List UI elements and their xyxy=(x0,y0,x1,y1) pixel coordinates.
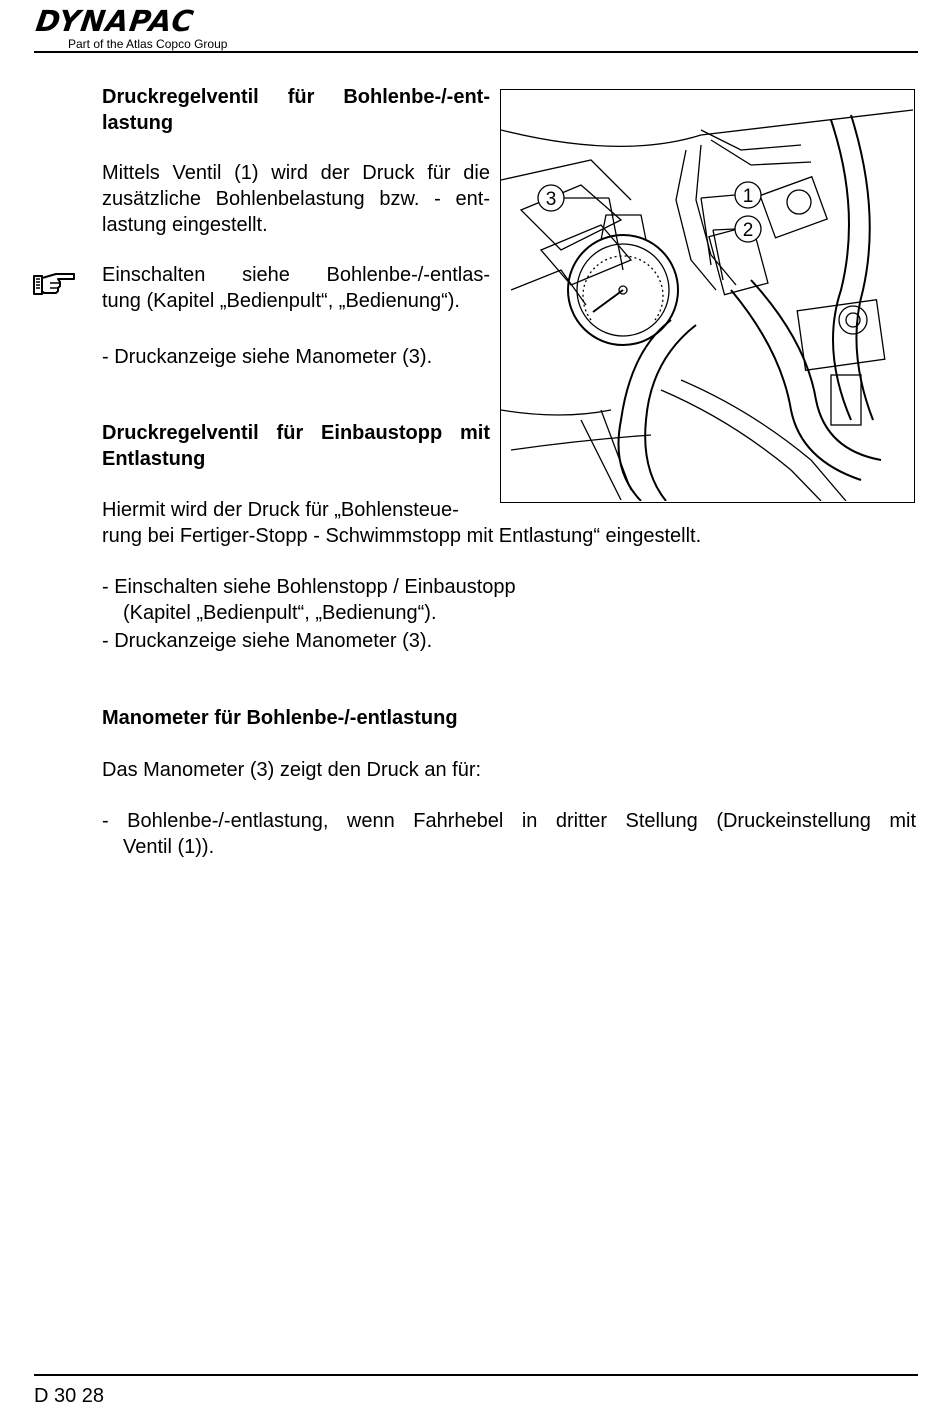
section1-bullet1: - Druckanzeige siehe Manometer (3). xyxy=(102,346,433,368)
dynapac-logo xyxy=(34,6,256,51)
section3-bullet1-line2: Ventil (1)). xyxy=(123,836,215,858)
section3-para: Das Manometer (3) zeigt den Druck an für: xyxy=(102,759,482,781)
section2-heading-line1: Druckregelventil für Einbaustopp mit xyxy=(102,422,490,444)
section3-heading: Manometer für Bohlenbe-/-entlastung xyxy=(102,707,458,729)
section2-bullet1-line1: - Einschalten siehe Bohlenstopp / Einbaustopp xyxy=(102,576,516,598)
callout-1: 1 xyxy=(742,186,754,207)
callout-2: 2 xyxy=(742,220,754,241)
callout-3: 3 xyxy=(545,189,557,210)
valve-manometer-illustration xyxy=(500,89,915,503)
brand-name: DYNAPAC xyxy=(33,4,197,38)
pointing-hand-icon xyxy=(32,270,76,296)
section1-note-line1: Einschalten siehe Bohlenbe-/-entlas- xyxy=(102,264,490,286)
section1-note-line2: tung (Kapitel „Bedienpult“, „Bedienung“). xyxy=(102,290,460,312)
brand-subtitle: Part of the Atlas Copco Group xyxy=(68,37,228,51)
header-rule xyxy=(34,51,918,53)
section1-para-line1: Mittels Ventil (1) wird der Druck für die xyxy=(102,162,490,184)
section1-para-line2: zusätzliche Bohlenbelastung bzw. - ent- xyxy=(102,188,490,210)
section2-para-line1: Hiermit wird der Druck für „Bohlensteue- xyxy=(102,499,459,521)
section2-bullet2: - Druckanzeige siehe Manometer (3). xyxy=(102,630,433,652)
section1-heading-line2: lastung xyxy=(102,112,174,134)
section3-bullet1-line1: - Bohlenbe-/-entlastung, wenn Fahrhebel in dritter Stellung (Druckeinstellung mit xyxy=(102,810,916,832)
footer-rule xyxy=(34,1374,918,1376)
section2-para-line2: rung bei Fertiger-Stopp - Schwimmstopp mit Entlastung“ eingestellt. xyxy=(102,525,702,547)
section2-bullet1-line2: (Kapitel „Bedienpult“, „Bedienung“). xyxy=(123,602,437,624)
page-number: D 30 28 xyxy=(34,1385,105,1407)
section1-para-line3: lastung eingestellt. xyxy=(102,214,268,236)
section1-heading-line1: Druckregelventil für Bohlenbe-/-ent- xyxy=(102,86,490,108)
section2-heading-line2: Entlastung xyxy=(102,448,206,470)
